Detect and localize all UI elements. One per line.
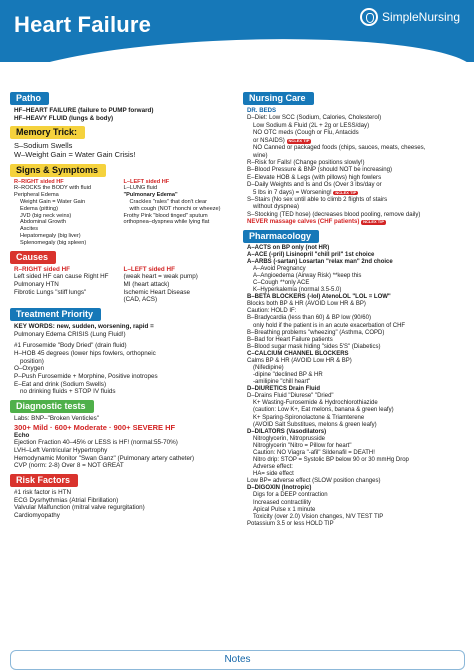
risk-heading: Risk Factors [10,474,78,487]
memory-heading: Memory Trick: [10,126,85,139]
nursing-line: D–Daily Weights and Is and Os (Over 3 lbs/day or [247,181,382,189]
nursing-line: B–Blood Pressure & BNP (should NOT be increasing) [247,166,393,174]
nursing-line: S–Stairs (No sex until able to climb 2 flights of stairs [247,196,388,204]
signs-left-line: Weight Gain = Water Gain [20,198,86,205]
nursing-heading: Nursing Care [243,92,314,105]
nursing-line: or NSAIDS) NCLEX TIP [253,136,310,144]
risk-line: #1 risk factor is HTN [14,489,72,497]
treatment-line: KEY WORDS: new, sudden, worsening, rapid = [14,322,154,330]
pharm-line: A–Angioedema (Airway Risk) **keep this [253,273,362,279]
causes-line: (weak heart = weak pump) [123,273,198,281]
pharm-line: B–BETA BLOCKERS (-lol) AtenoLOL "LOL = LOW" [247,294,391,301]
causes-line: Ischemic Heart Disease [123,288,190,296]
pharm-line: Increased contractility [253,499,312,506]
pharm-line: (AVOID Salt Substitues, melons & green leafy) [253,421,377,428]
pharm-line: Blocks both BP & HR (AVOID Low HR & BP) [247,301,366,308]
causes-line: (CAD, ACS) [123,296,158,304]
brand [360,8,460,26]
treatment-line: P–Push Furosemide + Morphine, Positive inotropes [14,372,158,380]
treatment-line: H–HOB 45 degrees (lower hips fowlers, orthopneic [14,349,156,357]
signs-section [10,164,233,247]
treatment-section [10,308,233,396]
signs-left-line: R–ROCKS the BODY with fluid [14,185,91,192]
memory-line: S–Sodium Swells [14,141,73,151]
nursing-line: NEVER massage calves (CHF patients) NCLEX TIP [247,218,385,226]
pharm-body [243,243,465,528]
diagnostic-line: 300+ Mild · 600+ Moderate · 900+ SEVERE HF [14,422,176,432]
nursing-line: R–Risk for Falls! (Change positions slowly!) [247,158,365,166]
notes-box[interactable]: Notes [10,650,465,670]
pharm-line: (Nifedipine) [253,365,284,372]
pharm-line: Low BP= adverse effect (SLOW position changes) [247,478,381,485]
nursing-line: Low Sodium & Fluid (2L + 2g or LESS/day) [253,121,370,129]
pharm-line: Digs for a DEEP contraction [253,492,328,499]
signs-heading: Signs & Symptoms [10,164,106,177]
nursing-line: D–Diet: Low SCC (Sodium, Calories, Cholesterol) [247,114,382,122]
page-title: Heart Failure [14,12,152,37]
pharm-line: K–Hyperkalemia (normal 3.5-5.0) [253,287,342,294]
signs-left-line: Hepatomegaly (big liver) [20,233,81,240]
risk-line: Cardiomyopathy [14,512,60,520]
risk-line: ECG Dysrhythmias (Atrial Fibrillation) [14,496,119,504]
causes-section [10,251,233,304]
pharm-line: K+ Sparing-Spironolactone & Triamterene [253,414,365,421]
diagnostic-line: Ejection Fraction 40–45% or LESS is HF! (normal:55-70%) [14,439,178,447]
pharm-line: -dipine "declined BP & HR [253,372,323,379]
causes-right-sided [14,266,120,304]
pharm-line: A–ACE (-pril) Lisinopril "chill pril" 1st choice [247,251,375,258]
patho-section [10,92,233,122]
pharm-line: C–Cough **only ACE [253,280,310,287]
diagnostic-line: Labs: BNP–"Broken Venticles" [14,414,99,422]
pharm-line: D–DIGOXIN (Inotropic) [247,485,312,492]
pharm-line: D–Drains Fluid "Diurese" "Dried" [247,393,334,400]
causes-left-sided [124,266,230,304]
pharm-line: (caution: Low K+, Eat melons, banana & green leafy) [253,407,394,414]
nclex-tip-badge: NCLEX TIP [363,219,385,225]
signs-left-line: Peripheral Edema [14,192,59,199]
diagnostic-line: Echo [14,431,30,439]
pharm-line: Caution: NO Viagra "-afil" Sildenafil = DEATH! [253,449,375,456]
signs-right-line: L–LEFT sided HF [123,178,170,185]
signs-left-line: JVD (big neck veins) [20,212,72,219]
pharm-line: Caution: HOLD IF: [247,308,297,315]
diagnostic-line: Hemodynamic Monitor "Swan Ganz" (Pulmonary artery catheter) [14,454,195,462]
causes-line: MI (heart attack) [123,280,170,288]
pharm-line: Apical Pulse x 1 minute [253,506,316,513]
pharm-line: B–Blood sugar mask hiding "sides 5'S" (Diabetics) [247,343,381,350]
pharm-line: Toxicity (over 2.0) Vision changes, N/V TEST TIP [253,513,384,520]
signs-left-line: Splenomegaly (big spleen) [20,239,87,246]
nursing-line: NO OTC meds (Cough or Flu, Antacids [253,129,359,137]
diagnostic-heading: Diagnostic tests [10,400,94,413]
treatment-line: no drinking fluids + STOP IV fluids [20,388,116,396]
signs-left-line: Abdominal Growth [20,219,67,226]
treatment-heading: Treatment Priority [10,308,101,321]
signs-right-line: Frothy Pink "blood tinged" sputum [123,212,208,219]
causes-heading: Causes [10,251,56,264]
pharm-line: Nitro drip: STOP = Systolic BP below 90 or 30 mmHg Drop [253,457,409,464]
pharm-line: Potassium 3.5 or less HOLD TIP [247,520,334,527]
pharm-line: Nitroglycerin "Nitro = Pillow for heart" [253,442,352,449]
left-column [10,92,233,524]
risk-section [10,474,233,520]
nclex-tip-badge: NCLEX TIP [288,137,310,143]
pharm-line: Calms BP & HR (AVOID Low HR & BP) [247,357,352,364]
pharm-line: A–Avoid Pregnancy [253,265,306,272]
pharm-line: D–DIURETICS Drain Fluid [247,386,321,393]
causes-line: L–LEFT sided HF [123,265,175,273]
nursing-line: NO Canned or packaged foods (chips, sauces, meats, cheeses, [253,144,426,152]
pharm-line: D–DILATORS (Vasodilators) [247,428,327,435]
pharm-line: B–Bradycardia (less than 60) & BP low (90/60) [247,315,371,322]
nursing-line: E–Elevate HOB & Legs (with pillows) high fowlers [247,173,382,181]
pharm-line: B–Bad for Heart Failure patients [247,336,333,343]
treatment-line: Pulmonary Edema CRISIS (Lung Fluid!) [14,330,126,338]
nursing-line: DR. BEDS [247,106,277,114]
signs-left-sided [124,179,230,247]
header-banner [0,0,474,62]
causes-line: Pulmonary HTN [14,280,59,288]
pharm-line: K+ Wasting-Furosemide & Hydrochlorothiazide [253,400,378,407]
pharm-line: C–CALCIUM CHANNEL BLOCKERS [247,350,349,357]
signs-right-line: orthopnea–dyspnea while lying flat [123,219,210,226]
brand-name: SimpleNursing [381,9,460,24]
simplenursing-logo-icon [360,8,378,26]
risk-line: Valvular Malfunction (mitral valve regurgitation) [14,504,145,512]
causes-line: R–RIGHT sided HF [14,265,70,273]
treatment-line: O–Oxygen [14,365,45,373]
pharm-section [243,230,465,528]
signs-right-line: "Pulmonary Edema" [123,192,178,199]
treatment-line: E–Eat and drink (Sodium Swells) [14,380,107,388]
treatment-line: #1 Furosemide "Body Dried" (drain fluid) [14,342,127,350]
memory-section [10,126,233,159]
signs-right-line: Crackles "rales" that don't clear [129,198,207,205]
right-column [243,92,465,532]
nursing-line: S–Stocking (TED hose) (decreases blood pooling, remove daily) [247,210,421,218]
pharm-line: only hold if the patient is in an acute exacerbation of CHF [253,322,406,329]
patho-line: HF–HEAVY FLUID (lungs & body) [14,114,114,122]
nclex-tip-badge: NCLEX TIP [335,189,357,195]
signs-right-line: L–LUNG fluid [123,185,158,192]
pharm-line: A–ACTS on BP only (not HR) [247,244,330,251]
causes-line: Left sided HF can cause Right HF [14,273,109,281]
patho-heading: Patho [10,92,49,105]
nursing-line: without dyspnea) [253,203,300,211]
diagnostic-section [10,400,233,470]
nursing-section [243,92,465,226]
pharm-line: B–Breathing problems "wheezing" (Asthma, COPD) [247,329,385,336]
signs-left-line: Ascites [20,226,39,233]
diagnostic-line: LVH–Left Ventricular Hypertrophy [14,447,108,455]
pharm-line: -amilipine "chill heart" [253,379,311,386]
treatment-line: position) [20,357,44,365]
signs-left-line: Edema (pitting) [20,205,58,212]
signs-right-sided [14,179,120,247]
pharm-line: Nitroglycerin, Nitroprusside [253,435,326,442]
pharm-line: HA= side effect [253,471,294,478]
pharm-heading: Pharmacology [243,230,319,243]
nursing-line: 5 lbs in 7 days) = Worsening! NCLEX TIP [253,188,357,196]
pharm-line: Adverse effect: [253,464,293,471]
causes-line: Fibrotic Lungs "stiff lungs" [14,288,87,296]
patho-line: HF–HEART FAILURE (failure to PUMP forward) [14,106,154,114]
nursing-line: wine) [253,151,268,159]
diagnostic-line: CVP (norm: 2-8) Over 8 = NOT GREAT [14,462,124,470]
signs-right-line: with cough (NOT rhonchi or wheeze) [129,205,221,212]
memory-line: W–Weight Gain = Water Gain Crisis! [14,150,136,160]
pharm-line: A–ARBS (-sartan) Losartan "relax man" 2nd choice [247,258,393,265]
signs-left-line: R–RIGHT sided HF [14,178,64,185]
